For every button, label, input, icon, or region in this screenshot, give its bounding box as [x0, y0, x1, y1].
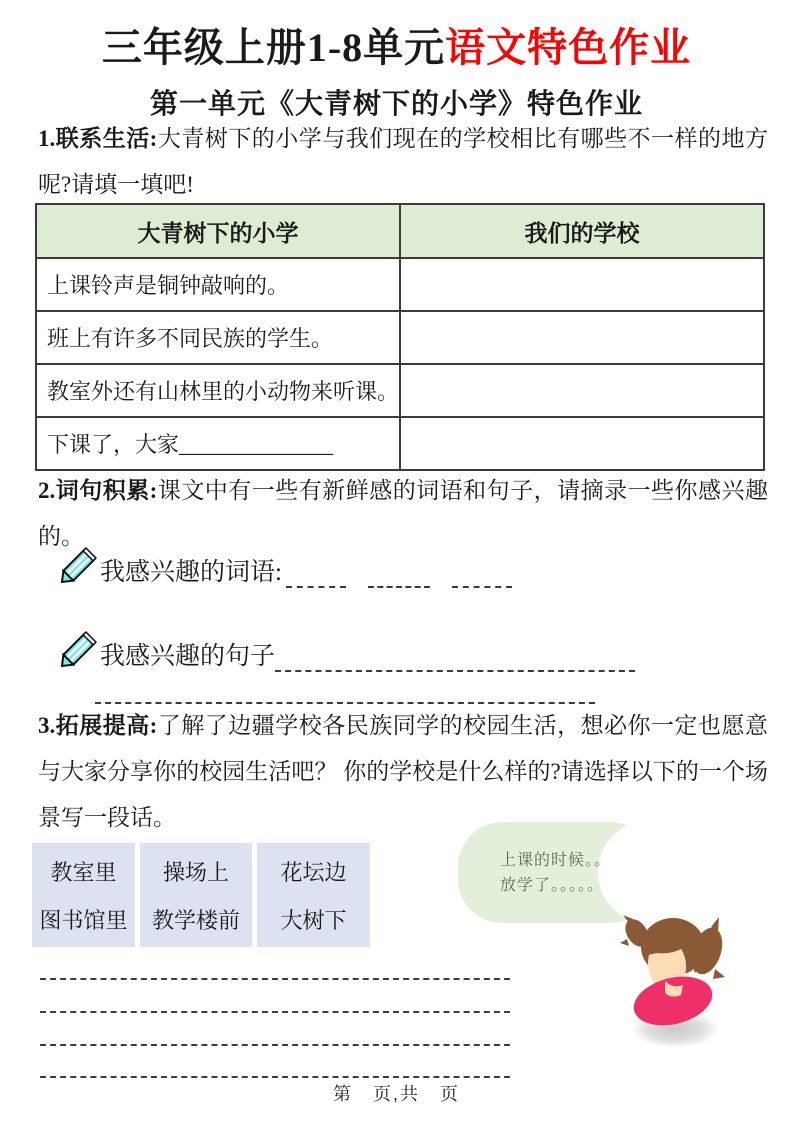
table-cell-left: 下课了，大家______________ — [36, 417, 400, 470]
table-row — [36, 258, 764, 311]
scene-option: 操场上 — [162, 859, 229, 885]
unit-subtitle: 第一单元《大青树下的小学》特色作业 — [149, 89, 643, 120]
section3-heading: 3.拓展提高: — [38, 713, 158, 738]
section1-heading: 1.联系生活: — [38, 126, 158, 151]
table-cell-answer — [400, 311, 764, 364]
section2-text: 课文中有一些有新鲜感的词语和句子，请摘录一些你感兴趣的。 — [38, 478, 768, 549]
scene-column-1 — [32, 843, 135, 947]
interesting-sentence-row — [58, 630, 635, 672]
table-row — [36, 364, 764, 417]
writing-line-1 — [40, 978, 510, 980]
scene-option: 图书馆里 — [39, 907, 128, 933]
scene-option: 教室里 — [50, 859, 117, 885]
speech-bubble-line1: 上课的时候。。 — [500, 852, 612, 869]
table-header-left: 大青树下的小学 — [36, 204, 400, 258]
pencil-icon — [58, 546, 98, 588]
interesting-sentence-label: 我感兴趣的句子 — [100, 643, 276, 670]
interesting-words-row — [58, 546, 512, 588]
sentence-blank-2 — [95, 672, 595, 704]
table-cell-left: 教室外还有山林里的小动物来听课。 — [36, 364, 400, 417]
section1-text: 大青树下的小学与我们现在的学校相比有哪些不一样的地方呢?请填一填吧! — [38, 126, 768, 197]
section2-heading: 2.词句积累: — [38, 478, 158, 503]
scene-options-box — [32, 843, 370, 947]
page-footer: 第 页,共 页 — [332, 1084, 460, 1104]
page-title-black: 三年级上册1-8单元 — [101, 25, 446, 70]
speech-bubble-line2: 放学了。。。。。 — [500, 877, 605, 894]
interesting-words-label: 我感兴趣的词语: — [100, 559, 282, 586]
word-blank-3 — [452, 556, 512, 588]
comparison-table — [35, 203, 765, 471]
scene-option: 教学楼前 — [151, 907, 240, 933]
scene-option: 花坛边 — [280, 859, 347, 885]
table-cell-left: 上课铃声是铜钟敲响的。 — [36, 258, 400, 311]
scene-column-2 — [140, 843, 252, 947]
speech-bubble-text — [500, 848, 630, 898]
table-row — [36, 417, 764, 470]
table-cell-left: 班上有许多不同民族的学生。 — [36, 311, 400, 364]
word-blank-2 — [368, 556, 430, 588]
table-cell-answer — [400, 258, 764, 311]
scene-option: 大树下 — [280, 907, 347, 933]
word-blank-1 — [286, 556, 346, 588]
section3-text: 了解了边疆学校各民族同学的校园生活，想必你一定也愿意与大家分享你的校园生活吧？ 你的学校是什么样的?请选择以下的一个场景写一段话。 — [38, 713, 768, 830]
page-title — [0, 16, 793, 73]
table-header-row — [36, 204, 764, 258]
table-cell-answer — [400, 417, 764, 470]
section1-paragraph — [38, 116, 768, 208]
writing-line-2 — [40, 1011, 510, 1013]
sentence-blank-1 — [275, 640, 635, 672]
page-title-red: 语文特色作业 — [445, 25, 692, 70]
table-header-right: 我们的学校 — [400, 204, 764, 258]
pencil-icon — [58, 630, 98, 672]
table-row — [36, 311, 764, 364]
writing-line-4 — [40, 1076, 510, 1078]
girl-illustration — [615, 903, 730, 1055]
scene-column-3 — [257, 843, 370, 947]
writing-line-3 — [40, 1044, 510, 1046]
table-cell-answer — [400, 364, 764, 417]
